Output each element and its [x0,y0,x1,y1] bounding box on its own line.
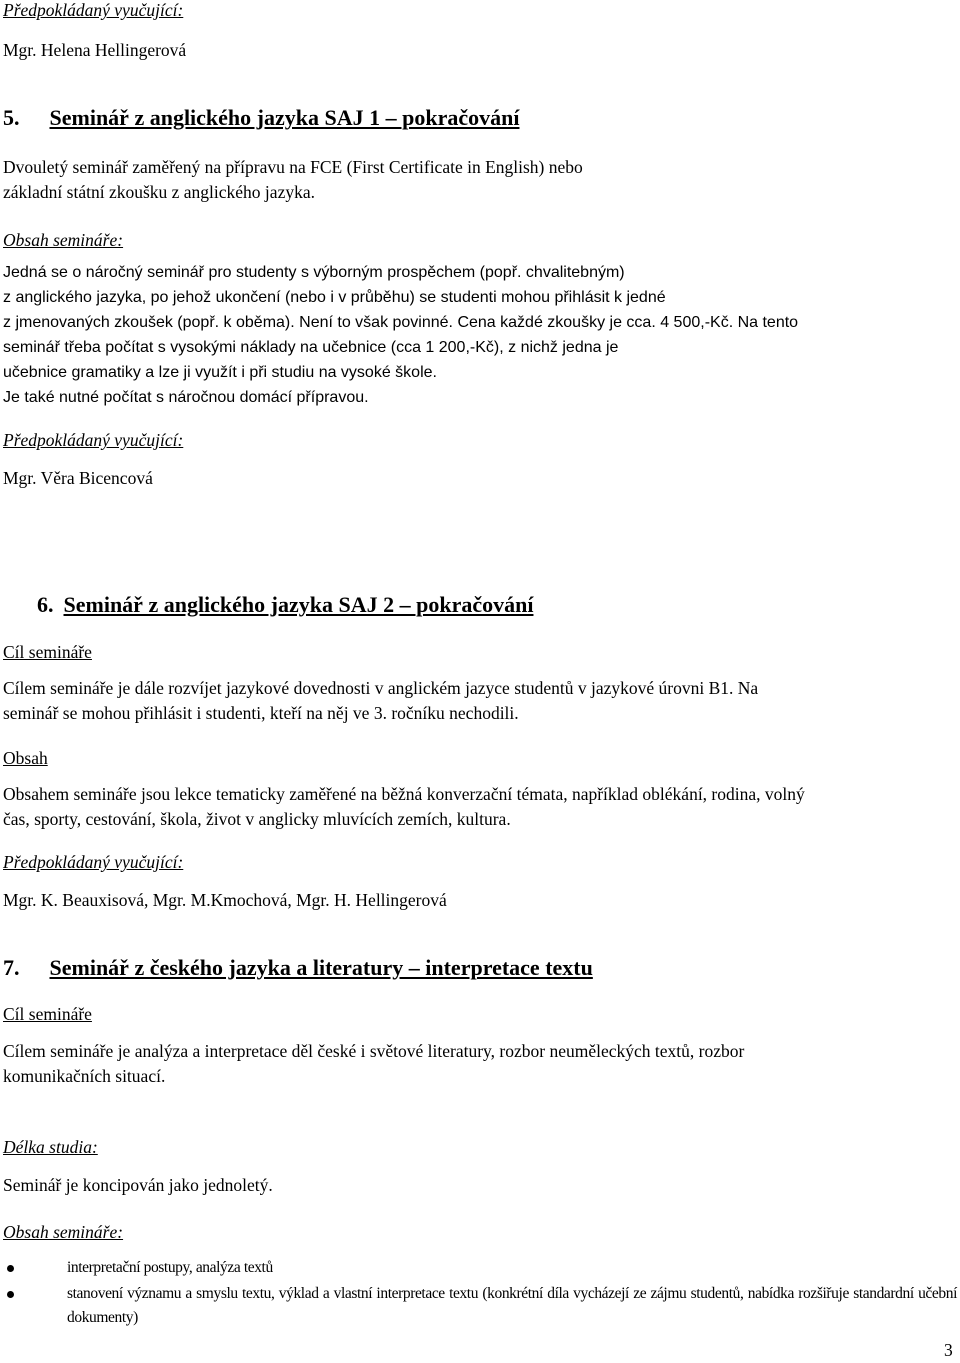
page-number: 3 [944,1340,953,1360]
teacher-name: Mgr. Věra Bicencová [3,468,153,488]
text-line: z jmenovaných zkoušek (popř. k oběma). Není to však povinné. Cena každé zkoušky je cca. 4 500,-Kč. Na tento [3,314,799,331]
section-6-goal [3,676,758,726]
text-line: základní státní zkoušku z anglického jazyka. [3,182,315,202]
section-6-heading [37,592,533,618]
section-title: Seminář z anglického jazyka SAJ 1 – pokračování [49,105,520,130]
content-bullet-list [3,1256,957,1330]
text-line: komunikačních situací. [3,1066,166,1086]
text-line: seminář třeba počítat s vysokými náklady na učebnice (cca 1 200,-Kč), z nichž jedna je [3,339,619,356]
section-title: Seminář z českého jazyka a literatury – interpretace textu [49,955,593,980]
text-line: Dvouletý seminář zaměřený na přípravu na FCE (First Certificate in English) nebo [3,157,583,177]
section-7-heading [3,955,593,981]
section-number: 7. [3,955,20,980]
text-line: Cílem semináře je dále rozvíjet jazykové dovednosti v anglickém jazyce studentů v jazykové úrovni B1. Na [3,678,759,698]
teacher-name: Mgr. K. Beauxisová, Mgr. M.Kmochová, Mgr. H. Hellingerová [3,890,447,910]
section-title: Seminář z anglického jazyka SAJ 2 – pokračování [63,592,534,617]
text-line: čas, sporty, cestování, škola, život v anglicky mluvících zemích, kultura. [3,809,511,829]
teacher-label: Předpokládaný vyučující: [3,852,184,872]
text-line: Cílem semináře je analýza a interpretace děl české i světové literatury, rozbor neuměleckých textů, rozbor [3,1041,745,1061]
goal-label: Cíl semináře [3,1004,92,1024]
text-line: Jedná se o náročný seminář pro studenty s výborným prospěchem (popř. chvalitebným) [3,264,625,281]
section-5-heading [3,105,519,131]
text-line: seminář se mohou přihlásit i studenti, kteří na něj ve 3. ročníku nechodili. [3,703,519,723]
section-5-intro [3,155,583,205]
list-item: stanovení významu a smyslu textu, výklad a vlastní interpretace textu (konkrétní díla vycházejí ze zájmu studentů, nabídka rozšiřuje standardní učební dokumenty) [3,1282,957,1330]
text-line: Je také nutné počítat s náročnou domácí přípravou. [3,389,369,406]
duration-text: Seminář je koncipován jako jednoletý. [3,1175,273,1195]
section-number: 5. [3,105,20,130]
text-line: z anglického jazyka, po jehož ukončení (nebo i v průběhu) se studenti mohou přihlásit k jedné [3,289,666,306]
list-item: interpretační postupy, analýza textů [3,1256,957,1280]
text-line: Obsahem semináře jsou lekce tematicky zaměřené na běžná konverzační témata, například oblékání, rodina, volný [3,784,805,804]
goal-label: Cíl semináře [3,642,92,662]
duration-label: Délka studia: [3,1137,98,1157]
teacher-name-top: Mgr. Helena Hellingerová [3,40,187,60]
teacher-label: Předpokládaný vyučující: [3,430,184,450]
section-5-content [3,260,798,410]
content-label: Obsah semináře: [3,230,124,250]
section-7-goal [3,1039,744,1089]
content-label: Obsah semináře: [3,1222,124,1242]
teacher-label-top: Předpokládaný vyučující: [3,0,184,20]
section-6-content [3,782,805,832]
content-label: Obsah [3,748,48,768]
text-line: učebnice gramatiky a lze ji využít i při studiu na vysoké škole. [3,364,437,381]
section-number: 6. [37,592,54,617]
